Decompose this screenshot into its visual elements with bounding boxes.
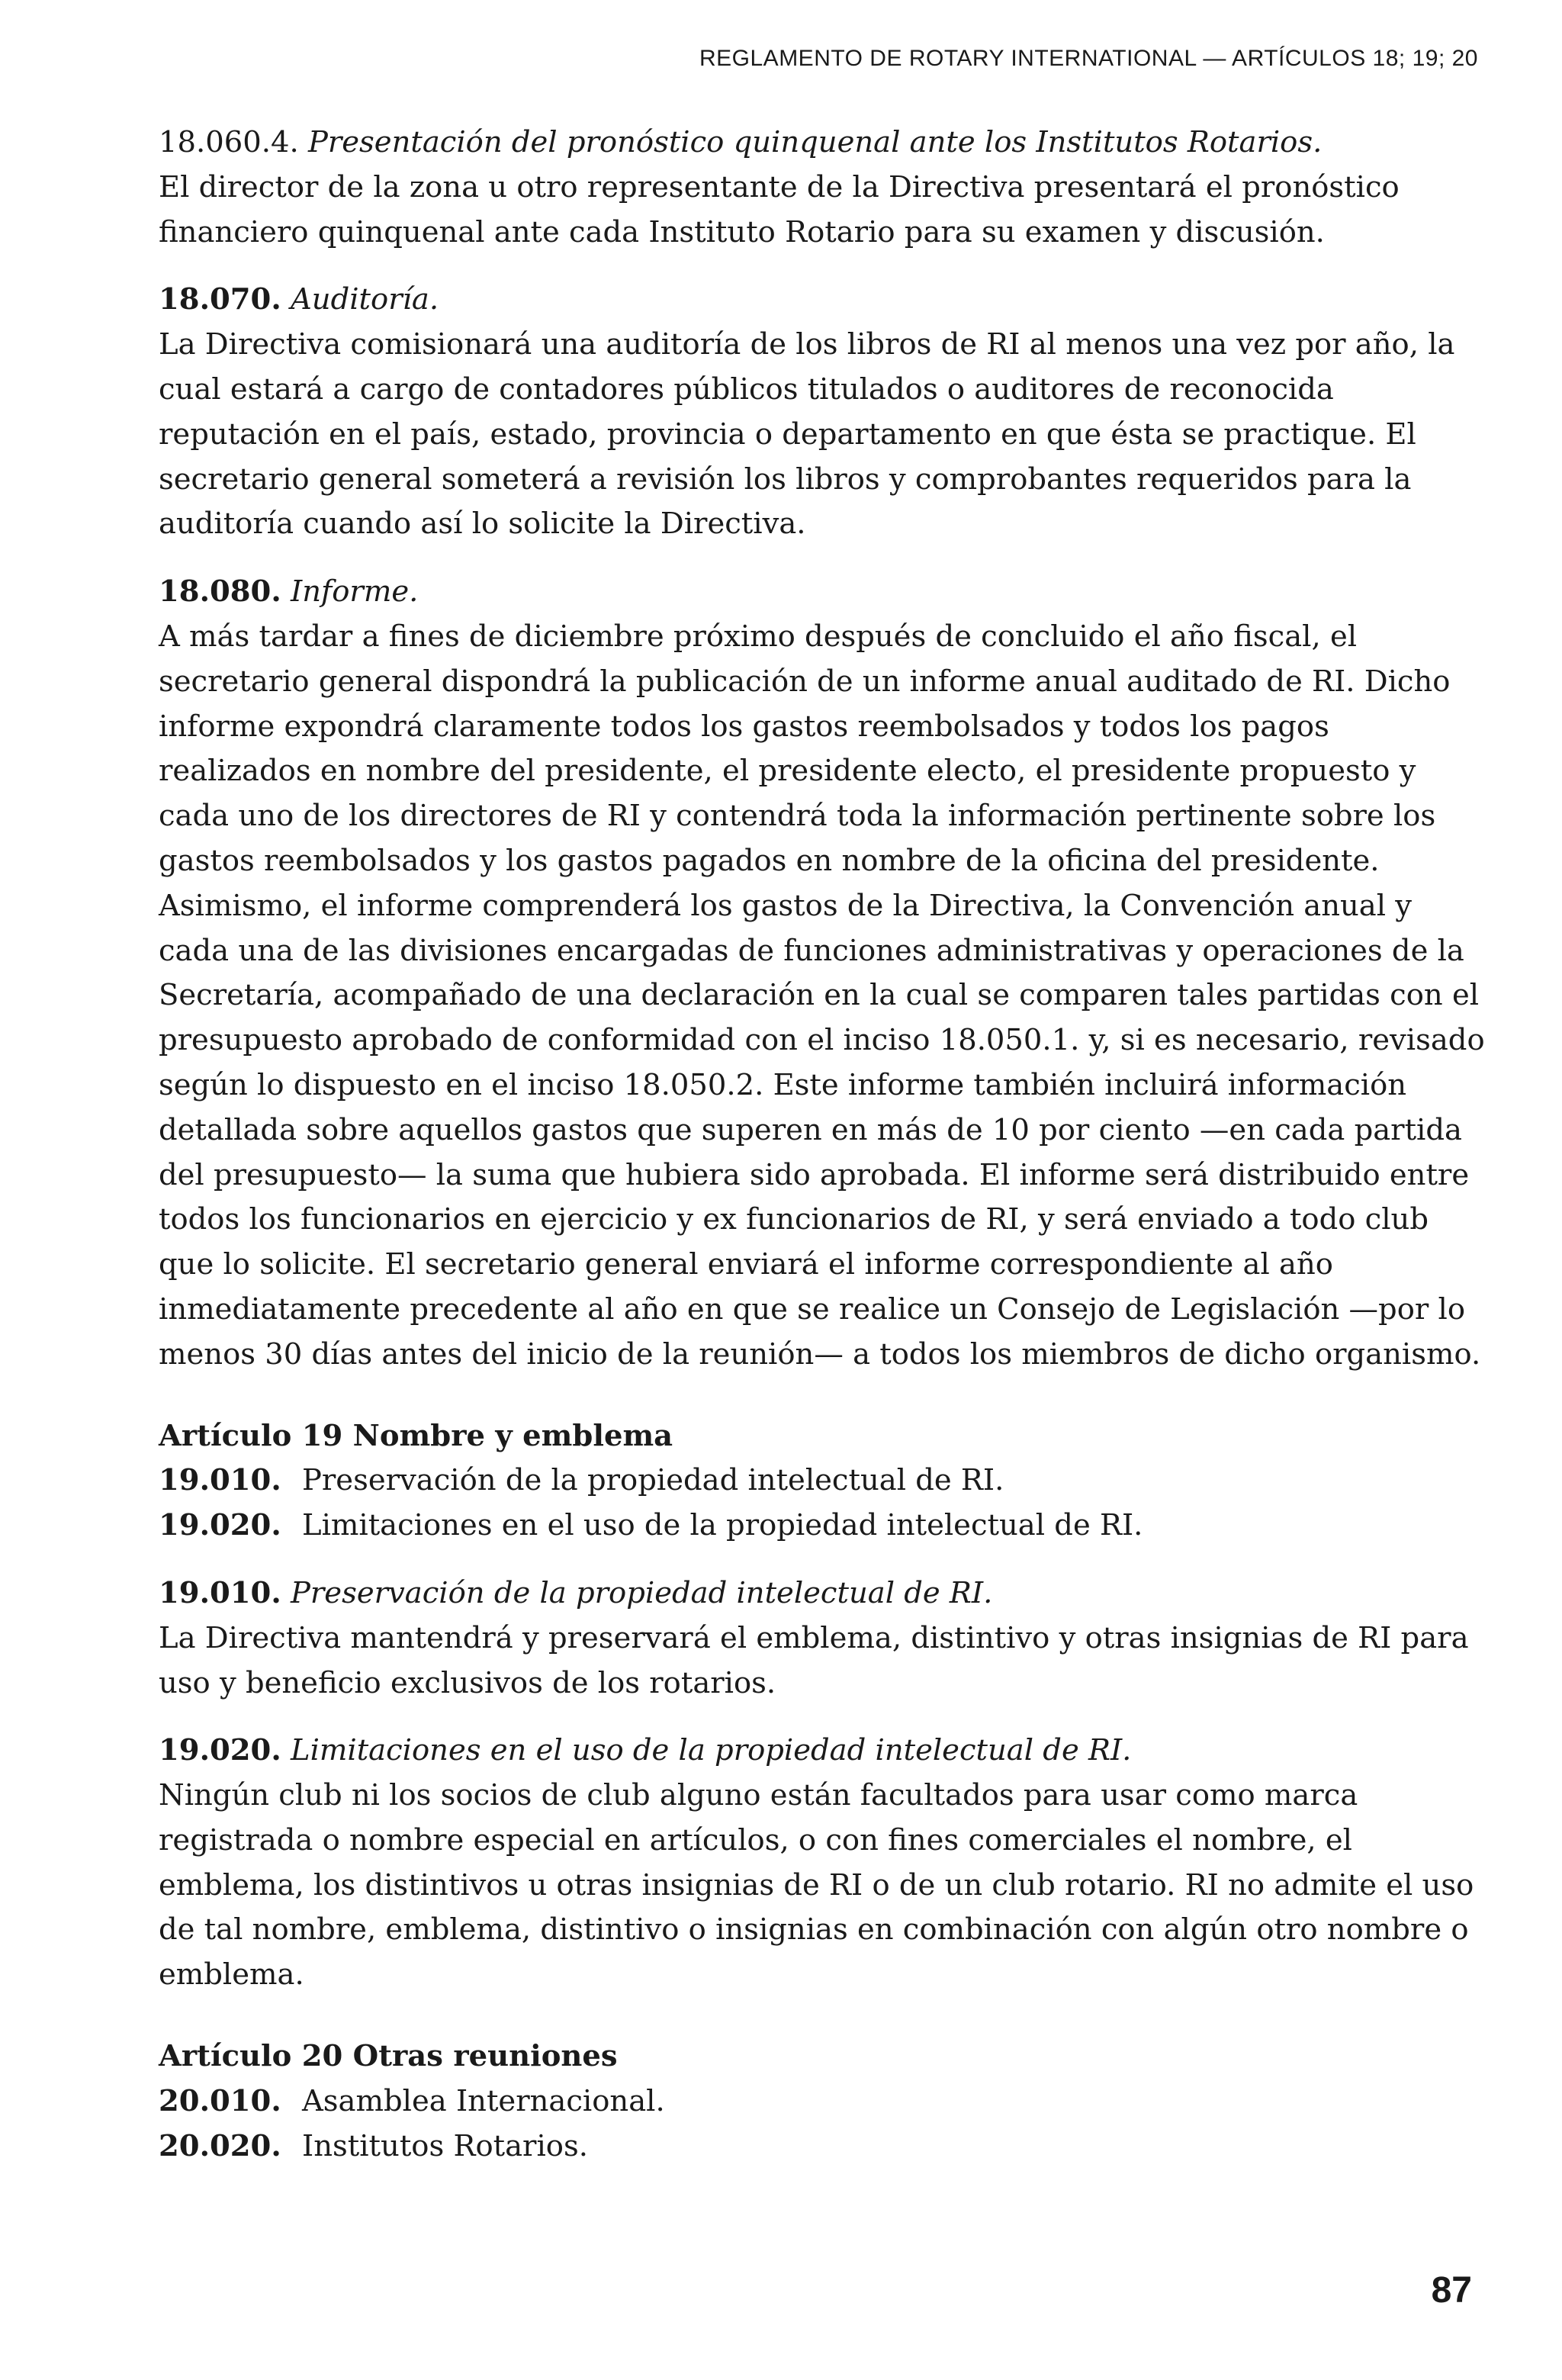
section-18-060-4 <box>159 121 1486 255</box>
article-19-toc <box>159 1459 1486 1549</box>
toc-label: Limitaciones en el uso de la propiedad intelectual de RI. <box>302 1508 1143 1543</box>
section-number: 19.020. <box>159 1733 281 1768</box>
page-number: 87 <box>1431 2270 1472 2311</box>
section-body: El director de la zona u otro representante de la Directiva presentará el pronóstico financiero quinquenal ante cada Instituto Rotario para su examen y discusión. <box>159 169 1400 249</box>
section-number: 18.060.4. <box>159 125 299 159</box>
section-title: Auditoría. <box>291 282 439 317</box>
section-title: Preservación de la propiedad intelectual de RI. <box>291 1575 993 1610</box>
section-body: La Directiva mantendrá y preservará el emblema, distintivo y otras insignias de RI para uso y beneficio exclusivos de los rotarios. <box>159 1620 1469 1700</box>
toc-number: 19.010. <box>159 1463 281 1498</box>
toc-number: 20.010. <box>159 2083 281 2118</box>
section-19-020 <box>159 1729 1486 1998</box>
toc-row <box>159 2124 1486 2169</box>
section-number: 18.070. <box>159 282 281 317</box>
section-number: 18.080. <box>159 574 281 609</box>
toc-row <box>159 1459 1486 1504</box>
section-body: Ningún club ni los socios de club alguno están facultados para usar como marca registrada o nombre especial en artículos, o con fines comerciales el nombre, el emblema, los distintivos u otras insignias de RI o de un club rotario. RI no admite el uso de tal nombre, emblema, distintivo o insignias en combinación con algún otro nombre o emblema. <box>159 1778 1474 1992</box>
section-18-080 <box>159 570 1486 1377</box>
toc-label: Preservación de la propiedad intelectual de RI. <box>302 1463 1004 1498</box>
section-title: Presentación del pronóstico quinquenal ante los Institutos Rotarios. <box>307 125 1323 159</box>
section-title: Limitaciones en el uso de la propiedad intelectual de RI. <box>291 1733 1132 1768</box>
toc-row <box>159 1504 1486 1549</box>
section-body: A más tardar a fines de diciembre próximo después de concluido el año fiscal, el secretario general dispondrá la publicación de un informe anual auditado de RI. Dicho informe expondrá claramente todos los gastos reembolsados y todos los pagos realizados en nombre del presidente, el presidente electo, el presidente propuesto y cada uno de los directores de RI y contendrá toda la información pertinente sobre los gastos reembolsados y los gastos pagados en nombre de la oficina del presidente. Asimismo, el informe comprenderá los gastos de la Directiva, la Convención anual y cada una de las divisiones encargadas de funciones administrativas y operaciones de la Secretaría, acompañado de una declaración en la cual se comparen tales partidas con el presupuesto aprobado de conformidad con el inciso 18.050.1. y, si es necesario, revisado según lo dispuesto en el inciso 18.050.2. Este informe también incluirá información detallada sobre aquellos gastos que superen en más de 10 por ciento —en cada partida del presupuesto— la suma que hubiera sido aprobada. El informe será distribuido entre todos los funcionarios en ejercicio y ex funcionarios de RI, y será enviado a todo club que lo solicite. El secretario general enviará el informe correspondiente al año inmediatamente precedente al año en que se realice un Consejo de Legislación —por lo menos 30 días antes del inicio de la reunión— a todos los miembros de dicho organismo. <box>159 619 1485 1372</box>
running-header: REGLAMENTO DE ROTARY INTERNATIONAL — ARTÍCULOS 18; 19; 20 <box>699 46 1478 71</box>
section-title: Informe. <box>291 574 419 609</box>
article-20-toc <box>159 2079 1486 2169</box>
section-18-070 <box>159 278 1486 547</box>
section-body: La Directiva comisionará una auditoría de los libros de RI al menos una vez por año, la cual estará a cargo de contadores públicos titulados o auditores de reconocida reputación en el país, estado, provincia o departamento en que ésta se practique. El secretario general someterá a revisión los libros y comprobantes requeridos para la auditoría cuando así lo solicite la Directiva. <box>159 327 1455 542</box>
article-19-heading: Artículo 19 Nombre y emblema <box>159 1418 673 1453</box>
article-20-heading: Artículo 20 Otras reuniones <box>159 2039 618 2074</box>
section-number: 19.010. <box>159 1575 281 1610</box>
toc-label: Institutos Rotarios. <box>302 2128 588 2163</box>
toc-number: 20.020. <box>159 2128 281 2163</box>
toc-row <box>159 2079 1486 2124</box>
page-content <box>159 121 1486 2192</box>
toc-number: 19.020. <box>159 1508 281 1543</box>
toc-label: Asamblea Internacional. <box>302 2083 665 2118</box>
section-19-010 <box>159 1571 1486 1706</box>
